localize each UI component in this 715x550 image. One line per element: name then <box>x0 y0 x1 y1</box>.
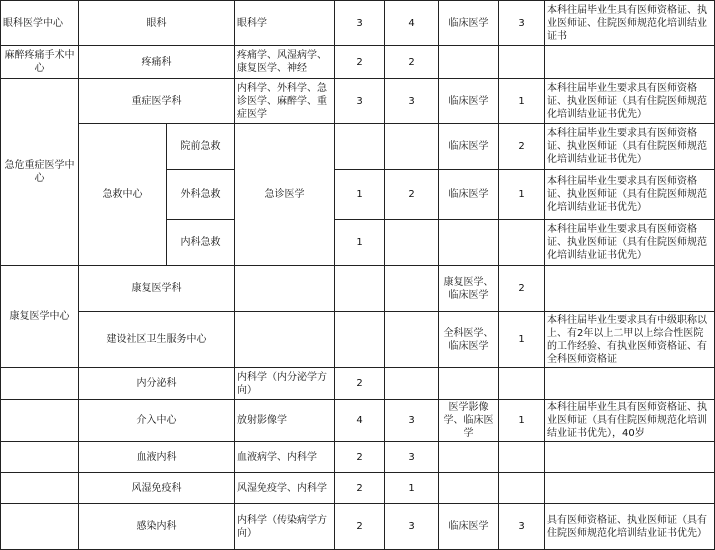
count-cell <box>499 442 545 473</box>
count-cell: 2 <box>499 124 545 170</box>
count-cell <box>385 220 439 266</box>
dept-cell <box>1 368 79 400</box>
category-cell <box>439 46 499 79</box>
count-cell <box>335 266 385 312</box>
note-cell: 本科往届毕业生要求具有中级职称以上、有2年以上二甲以上综合性医院的工作经验、有执业医师资格证、有全科医师资格证 <box>545 312 715 368</box>
count-cell: 2 <box>385 46 439 79</box>
count-cell: 2 <box>335 46 385 79</box>
major-cell: 内科学（内分泌学方向） <box>235 368 335 400</box>
count-cell <box>499 368 545 400</box>
subunit-group-cell: 急救中心 <box>79 124 167 266</box>
unit-cell: 风湿免疫科 <box>79 473 235 504</box>
note-cell <box>545 473 715 504</box>
count-cell <box>385 368 439 400</box>
category-cell: 临床医学 <box>439 504 499 550</box>
count-cell: 2 <box>335 504 385 550</box>
count-cell: 1 <box>499 170 545 220</box>
count-cell <box>385 312 439 368</box>
dept-cell <box>1 473 79 504</box>
count-cell: 3 <box>335 1 385 46</box>
count-cell: 1 <box>335 220 385 266</box>
major-cell: 内科学（传染病学方向） <box>235 504 335 550</box>
table-row <box>1 504 715 550</box>
major-cell <box>235 312 335 368</box>
count-cell: 2 <box>335 442 385 473</box>
note-cell: 本科往届毕业生要求具有医师资格证、执业医师证（具有住院医师规范化培训结业证书优先） <box>545 124 715 170</box>
count-cell <box>499 220 545 266</box>
table-row <box>1 400 715 442</box>
unit-cell: 康复医学科 <box>79 266 235 312</box>
note-cell: 本科往届毕业生要求具有医师资格证、执业医师证（具有住院医师规范化培训结业证书优先） <box>545 79 715 124</box>
category-cell <box>439 473 499 504</box>
count-cell <box>499 46 545 79</box>
count-cell: 2 <box>385 170 439 220</box>
table-row <box>1 473 715 504</box>
unit-cell: 介入中心 <box>79 400 235 442</box>
table-row <box>1 312 715 368</box>
count-cell: 3 <box>385 400 439 442</box>
note-cell: 本科往届毕业生具有医师资格证、执业医师证（具有住院医师规范化培训结业证书优先），40岁 <box>545 400 715 442</box>
count-cell <box>385 266 439 312</box>
count-cell <box>385 124 439 170</box>
note-cell <box>545 266 715 312</box>
count-cell: 4 <box>385 1 439 46</box>
category-cell <box>439 442 499 473</box>
unit-cell: 血液内科 <box>79 442 235 473</box>
count-cell: 4 <box>335 400 385 442</box>
dept-cell <box>1 504 79 550</box>
major-cell: 疼痛学、风湿病学、康复医学、神经 <box>235 46 335 79</box>
count-cell: 3 <box>385 504 439 550</box>
category-cell: 全科医学、临床医学 <box>439 312 499 368</box>
dept-cell: 眼科医学中心 <box>1 1 79 46</box>
major-cell: 放射影像学 <box>235 400 335 442</box>
table-row <box>1 79 715 124</box>
count-cell: 1 <box>335 170 385 220</box>
category-cell: 临床医学 <box>439 1 499 46</box>
count-cell: 2 <box>499 266 545 312</box>
note-cell <box>545 368 715 400</box>
category-cell: 临床医学 <box>439 170 499 220</box>
category-cell: 医学影像学、临床医学 <box>439 400 499 442</box>
dept-cell: 康复医学中心 <box>1 266 79 368</box>
major-cell: 血液病学、内科学 <box>235 442 335 473</box>
dept-cell: 急危重症医学中心 <box>1 79 79 266</box>
count-cell: 3 <box>499 504 545 550</box>
count-cell: 1 <box>385 473 439 504</box>
category-cell: 康复医学、临床医学 <box>439 266 499 312</box>
count-cell: 3 <box>499 1 545 46</box>
count-cell: 1 <box>499 79 545 124</box>
category-cell <box>439 368 499 400</box>
count-cell: 2 <box>335 473 385 504</box>
count-cell: 3 <box>385 79 439 124</box>
subunit-cell: 外科急救 <box>167 170 235 220</box>
count-cell: 3 <box>385 442 439 473</box>
note-cell: 本科往届毕业生要求具有医师资格证、执业医师证（具有住院医师规范化培训结业证书优先） <box>545 220 715 266</box>
table-row <box>1 1 715 46</box>
unit-cell: 感染内科 <box>79 504 235 550</box>
dept-cell: 麻醉疼痛手术中心 <box>1 46 79 79</box>
count-cell <box>335 312 385 368</box>
note-cell: 具有医师资格证、执业医师证（具有住院医师规范化培训结业证书优先） <box>545 504 715 550</box>
category-cell: 临床医学 <box>439 124 499 170</box>
unit-cell: 重症医学科 <box>79 79 235 124</box>
dept-cell <box>1 442 79 473</box>
table-row <box>1 368 715 400</box>
table-row <box>1 124 715 170</box>
major-cell: 内科学、外科学、急诊医学、麻醉学、重症医学 <box>235 79 335 124</box>
dept-cell <box>1 400 79 442</box>
count-cell: 1 <box>499 312 545 368</box>
note-cell: 本科往届毕业生具有医师资格证、执业医师证、住院医师规范化培训结业证书 <box>545 1 715 46</box>
major-cell: 急诊医学 <box>235 124 335 266</box>
note-cell <box>545 46 715 79</box>
subunit-cell: 内科急救 <box>167 220 235 266</box>
category-cell: 临床医学 <box>439 79 499 124</box>
note-cell <box>545 442 715 473</box>
unit-cell: 建设社区卫生服务中心 <box>79 312 235 368</box>
unit-cell: 内分泌科 <box>79 368 235 400</box>
subunit-cell: 院前急救 <box>167 124 235 170</box>
note-cell: 本科往届毕业生要求具有医师资格证、执业医师证（具有住院医师规范化培训结业证书优先） <box>545 170 715 220</box>
table-row <box>1 442 715 473</box>
count-cell <box>499 473 545 504</box>
count-cell <box>335 124 385 170</box>
unit-cell: 疼痛科 <box>79 46 235 79</box>
table-row <box>1 266 715 312</box>
major-cell: 风湿免疫学、内科学 <box>235 473 335 504</box>
category-cell <box>439 220 499 266</box>
major-cell <box>235 266 335 312</box>
count-cell: 3 <box>335 79 385 124</box>
table-row <box>1 46 715 79</box>
major-cell: 眼科学 <box>235 1 335 46</box>
count-cell: 1 <box>499 400 545 442</box>
count-cell: 2 <box>335 368 385 400</box>
unit-cell: 眼科 <box>79 1 235 46</box>
